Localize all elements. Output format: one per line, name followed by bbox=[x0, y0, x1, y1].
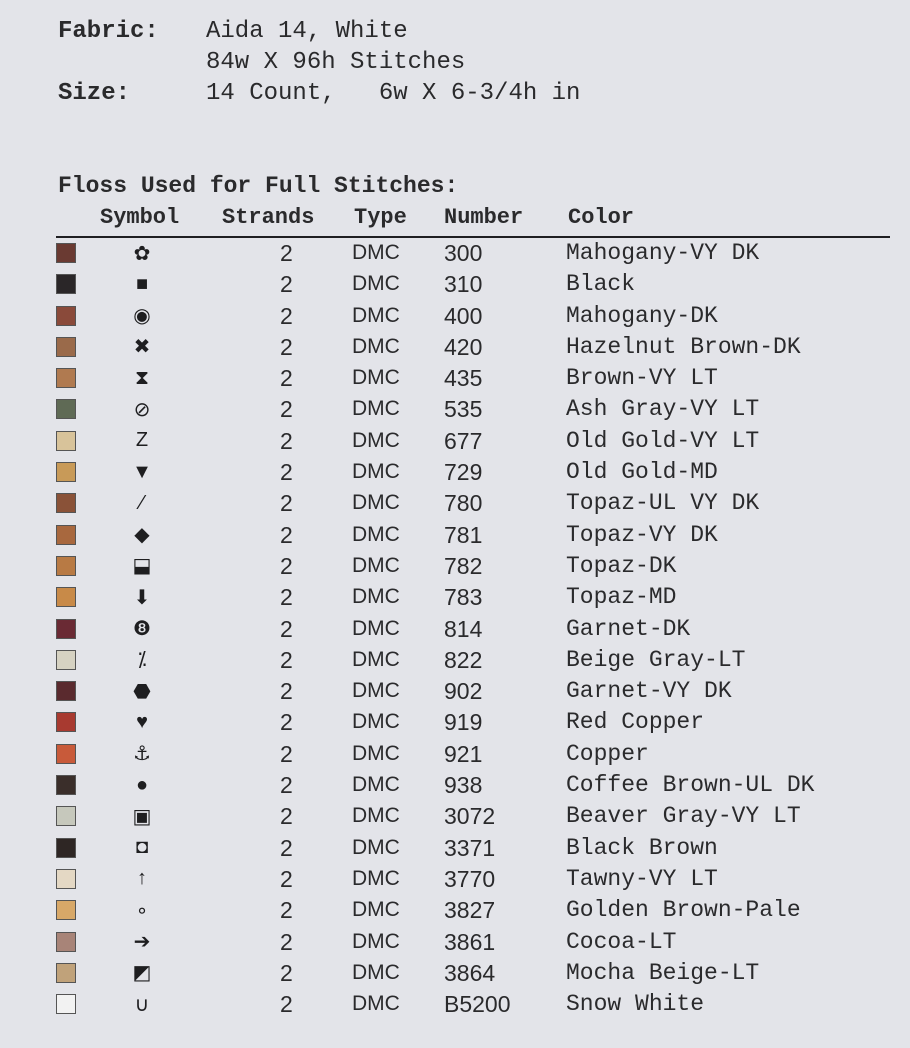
color-swatch bbox=[56, 431, 76, 451]
number-cell: 677 bbox=[444, 427, 483, 454]
strands-cell: 2 bbox=[280, 333, 293, 360]
stitch-symbol-icon: ∘ bbox=[135, 899, 149, 922]
color-swatch bbox=[56, 368, 76, 388]
number-cell: 3827 bbox=[444, 897, 496, 924]
color-swatch bbox=[56, 994, 76, 1014]
number-cell: 814 bbox=[444, 615, 483, 642]
color-name-cell: Topaz-VY DK bbox=[566, 521, 718, 548]
col-strands-header: Strands bbox=[222, 205, 315, 230]
stitch-symbol-icon: ✖ bbox=[133, 336, 151, 359]
number-cell: 782 bbox=[444, 552, 483, 579]
strands-cell: 2 bbox=[280, 365, 293, 392]
color-name-cell: Black Brown bbox=[566, 834, 718, 861]
type-cell: DMC bbox=[352, 491, 400, 515]
color-swatch bbox=[56, 900, 76, 920]
stitch-symbol-icon: ⁒ bbox=[137, 649, 147, 672]
table-row bbox=[0, 645, 910, 676]
color-name-cell: Black bbox=[566, 271, 636, 298]
strands-cell: 2 bbox=[280, 271, 293, 298]
color-name-cell: Topaz-UL VY DK bbox=[566, 490, 760, 517]
type-cell: DMC bbox=[352, 960, 400, 984]
color-name-cell: Snow White bbox=[566, 991, 705, 1018]
number-cell: 400 bbox=[444, 302, 483, 329]
strands-cell: 2 bbox=[280, 521, 293, 548]
number-cell: 3861 bbox=[444, 928, 496, 955]
color-swatch bbox=[56, 274, 76, 294]
table-row bbox=[0, 520, 910, 551]
number-cell: 921 bbox=[444, 740, 483, 767]
stitch-symbol-icon: ◩ bbox=[132, 962, 152, 985]
table-row bbox=[0, 739, 910, 770]
color-name-cell: Beaver Gray-VY LT bbox=[566, 803, 801, 830]
number-cell: 300 bbox=[444, 240, 483, 266]
strands-cell: 2 bbox=[280, 678, 293, 705]
number-cell: 420 bbox=[444, 333, 483, 360]
strands-cell: 2 bbox=[280, 584, 293, 611]
type-cell: DMC bbox=[352, 804, 400, 828]
number-cell: 919 bbox=[444, 709, 483, 736]
color-swatch bbox=[56, 806, 76, 826]
stitch-symbol-icon: ◘ bbox=[135, 836, 149, 859]
stitch-symbol-icon: ▣ bbox=[132, 805, 152, 828]
table-row bbox=[0, 551, 910, 582]
type-cell: DMC bbox=[352, 303, 400, 327]
strands-cell: 2 bbox=[280, 772, 293, 799]
type-cell: DMC bbox=[352, 397, 400, 421]
strands-cell: 2 bbox=[280, 897, 293, 924]
strands-cell: 2 bbox=[280, 646, 293, 673]
number-cell: 780 bbox=[444, 490, 483, 517]
type-cell: DMC bbox=[352, 866, 400, 890]
stitch-symbol-icon: ⬣ bbox=[133, 680, 151, 703]
color-swatch bbox=[56, 963, 76, 983]
number-cell: 535 bbox=[444, 396, 483, 423]
fabric-value: Aida 14, White bbox=[206, 18, 408, 45]
stitch-symbol-icon: ⊘ bbox=[133, 398, 151, 421]
number-cell: 310 bbox=[444, 271, 483, 298]
table-row bbox=[0, 770, 910, 801]
stitch-symbol-icon: ✿ bbox=[133, 242, 151, 265]
color-name-cell: Golden Brown-Pale bbox=[566, 897, 801, 924]
color-name-cell: Beige Gray-LT bbox=[566, 646, 746, 673]
table-row bbox=[0, 238, 910, 269]
type-cell: DMC bbox=[352, 585, 400, 609]
type-cell: DMC bbox=[352, 553, 400, 577]
fabric-label: Fabric: bbox=[58, 18, 159, 45]
stitch-symbol-icon: ⬇ bbox=[133, 586, 151, 609]
stitch-symbol-icon: ◉ bbox=[133, 305, 151, 328]
table-row bbox=[0, 582, 910, 613]
strands-cell: 2 bbox=[280, 240, 293, 266]
table-row bbox=[0, 801, 910, 832]
type-cell: DMC bbox=[352, 272, 400, 296]
type-cell: DMC bbox=[352, 647, 400, 671]
table-row bbox=[0, 426, 910, 457]
color-name-cell: Cocoa-LT bbox=[566, 928, 677, 955]
fabric-row bbox=[58, 16, 580, 47]
strands-cell: 2 bbox=[280, 459, 293, 486]
table-row bbox=[0, 707, 910, 738]
color-swatch bbox=[56, 462, 76, 482]
stitch-symbol-icon: ♥ bbox=[136, 710, 148, 733]
stitch-symbol-icon: Z bbox=[135, 429, 149, 452]
pattern-info bbox=[58, 16, 580, 109]
size-label: Size: bbox=[58, 80, 131, 107]
color-swatch bbox=[56, 932, 76, 952]
color-swatch bbox=[56, 525, 76, 545]
color-swatch bbox=[56, 556, 76, 576]
floss-table bbox=[0, 238, 910, 1020]
col-type-header: Type bbox=[354, 205, 407, 230]
col-symbol-header: Symbol bbox=[100, 205, 180, 230]
type-cell: DMC bbox=[352, 898, 400, 922]
type-cell: DMC bbox=[352, 616, 400, 640]
number-cell: 783 bbox=[444, 584, 483, 611]
color-swatch bbox=[56, 306, 76, 326]
type-cell: DMC bbox=[352, 428, 400, 452]
stitch-symbol-icon: ↑ bbox=[137, 867, 147, 890]
strands-cell: 2 bbox=[280, 396, 293, 423]
table-row bbox=[0, 301, 910, 332]
number-cell: 938 bbox=[444, 772, 483, 799]
color-swatch bbox=[56, 587, 76, 607]
strands-cell: 2 bbox=[280, 427, 293, 454]
size-row bbox=[58, 78, 580, 109]
strands-cell: 2 bbox=[280, 928, 293, 955]
table-row bbox=[0, 394, 910, 425]
number-cell: 3864 bbox=[444, 959, 496, 986]
color-name-cell: Brown-VY LT bbox=[566, 365, 718, 392]
color-name-cell: Topaz-DK bbox=[566, 552, 677, 579]
stitch-symbol-icon: ⁄ bbox=[140, 491, 144, 514]
number-cell: 3770 bbox=[444, 865, 496, 892]
color-swatch bbox=[56, 650, 76, 670]
type-cell: DMC bbox=[352, 679, 400, 703]
number-cell: B5200 bbox=[444, 991, 511, 1018]
col-color-header: Color bbox=[568, 205, 635, 230]
table-row bbox=[0, 989, 910, 1020]
color-name-cell: Mahogany-VY DK bbox=[566, 240, 760, 266]
color-swatch bbox=[56, 337, 76, 357]
number-cell: 729 bbox=[444, 459, 483, 486]
table-row bbox=[0, 833, 910, 864]
color-name-cell: Coffee Brown-UL DK bbox=[566, 772, 815, 799]
color-swatch bbox=[56, 712, 76, 732]
table-row bbox=[0, 676, 910, 707]
type-cell: DMC bbox=[352, 460, 400, 484]
strands-cell: 2 bbox=[280, 991, 293, 1018]
type-cell: DMC bbox=[352, 522, 400, 546]
table-row bbox=[0, 269, 910, 300]
color-swatch bbox=[56, 243, 76, 263]
table-row bbox=[0, 363, 910, 394]
color-name-cell: Ash Gray-VY LT bbox=[566, 396, 760, 423]
stitch-symbol-icon: ⬓ bbox=[132, 555, 152, 578]
color-name-cell: Hazelnut Brown-DK bbox=[566, 333, 801, 360]
color-swatch bbox=[56, 681, 76, 701]
table-row bbox=[0, 457, 910, 488]
table-row bbox=[0, 864, 910, 895]
color-name-cell: Tawny-VY LT bbox=[566, 865, 718, 892]
color-swatch bbox=[56, 744, 76, 764]
stitch-symbol-icon: ❽ bbox=[133, 618, 151, 641]
number-cell: 902 bbox=[444, 678, 483, 705]
number-cell: 781 bbox=[444, 521, 483, 548]
table-row bbox=[0, 488, 910, 519]
table-row bbox=[0, 927, 910, 958]
strands-cell: 2 bbox=[280, 490, 293, 517]
number-cell: 3072 bbox=[444, 803, 496, 830]
strands-cell: 2 bbox=[280, 302, 293, 329]
col-number-header: Number bbox=[444, 205, 524, 230]
number-cell: 822 bbox=[444, 646, 483, 673]
floss-title: Floss Used for Full Stitches: bbox=[58, 173, 459, 199]
strands-cell: 2 bbox=[280, 803, 293, 830]
color-name-cell: Topaz-MD bbox=[566, 584, 677, 611]
stitch-symbol-icon: ▼ bbox=[132, 460, 152, 483]
strands-cell: 2 bbox=[280, 709, 293, 736]
strands-cell: 2 bbox=[280, 552, 293, 579]
stitches-row bbox=[58, 47, 580, 78]
stitch-symbol-icon: ● bbox=[135, 773, 149, 796]
strands-cell: 2 bbox=[280, 865, 293, 892]
stitch-symbol-icon: ∪ bbox=[134, 993, 150, 1016]
table-row bbox=[0, 895, 910, 926]
type-cell: DMC bbox=[352, 241, 400, 264]
number-cell: 435 bbox=[444, 365, 483, 392]
table-row bbox=[0, 332, 910, 363]
type-cell: DMC bbox=[352, 773, 400, 797]
size-value: 14 Count, 6w X 6-3/4h in bbox=[206, 80, 581, 107]
color-name-cell: Old Gold-VY LT bbox=[566, 427, 760, 454]
stitch-symbol-icon: ■ bbox=[135, 272, 149, 295]
color-name-cell: Red Copper bbox=[566, 709, 705, 736]
stitch-symbol-icon: ➔ bbox=[133, 931, 151, 954]
stitch-symbol-icon: ◆ bbox=[134, 524, 150, 547]
type-cell: DMC bbox=[352, 992, 400, 1016]
stitch-symbol-icon: ⧗ bbox=[134, 366, 150, 389]
number-cell: 3371 bbox=[444, 834, 496, 861]
type-cell: DMC bbox=[352, 741, 400, 765]
type-cell: DMC bbox=[352, 366, 400, 390]
strands-cell: 2 bbox=[280, 834, 293, 861]
type-cell: DMC bbox=[352, 835, 400, 859]
color-swatch bbox=[56, 838, 76, 858]
strands-cell: 2 bbox=[280, 615, 293, 642]
color-name-cell: Old Gold-MD bbox=[566, 459, 718, 486]
color-name-cell: Copper bbox=[566, 740, 649, 767]
color-swatch bbox=[56, 399, 76, 419]
type-cell: DMC bbox=[352, 929, 400, 953]
color-name-cell: Garnet-DK bbox=[566, 615, 691, 642]
color-swatch bbox=[56, 775, 76, 795]
table-row bbox=[0, 614, 910, 645]
stitches-value: 84w X 96h Stitches bbox=[206, 49, 466, 76]
color-swatch bbox=[56, 493, 76, 513]
table-row bbox=[0, 958, 910, 989]
type-cell: DMC bbox=[352, 710, 400, 734]
color-name-cell: Mahogany-DK bbox=[566, 302, 718, 329]
color-name-cell: Mocha Beige-LT bbox=[566, 959, 760, 986]
type-cell: DMC bbox=[352, 334, 400, 358]
color-swatch bbox=[56, 869, 76, 889]
color-swatch bbox=[56, 619, 76, 639]
strands-cell: 2 bbox=[280, 740, 293, 767]
stitch-symbol-icon: ⚓ bbox=[133, 743, 151, 766]
strands-cell: 2 bbox=[280, 959, 293, 986]
color-name-cell: Garnet-VY DK bbox=[566, 678, 732, 705]
